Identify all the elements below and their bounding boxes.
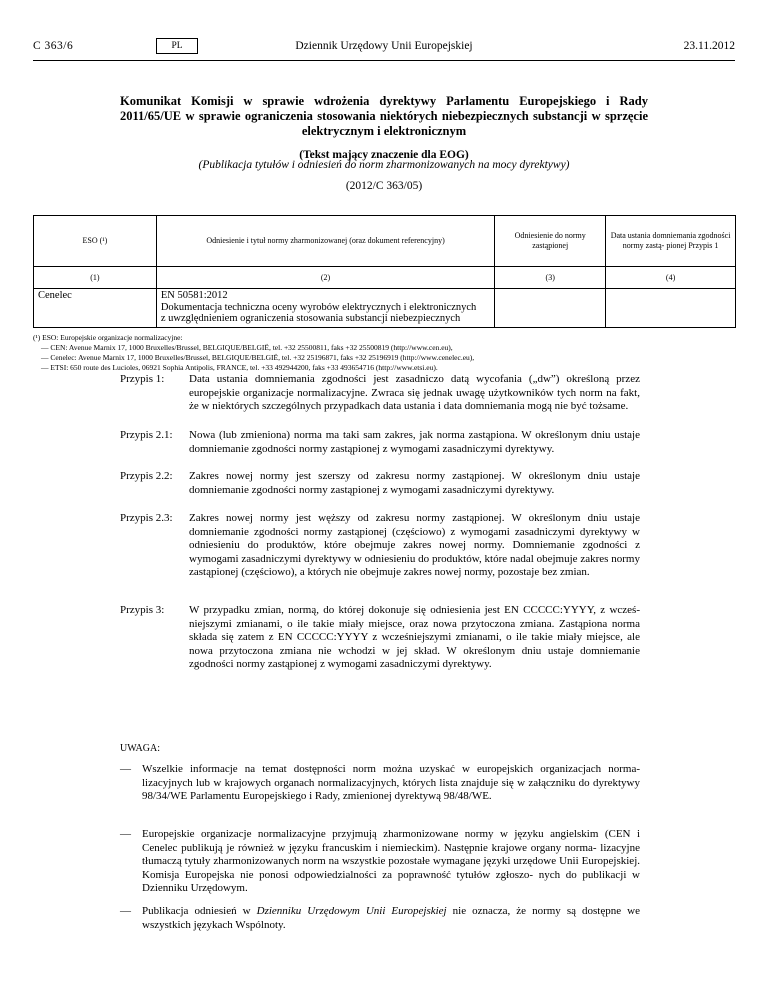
note-2-1: [120, 429, 640, 456]
note-3: [120, 604, 640, 672]
col-number: (2): [156, 267, 494, 289]
cell-replaced: [495, 289, 606, 328]
publication-subtitle: (Publikacja tytułów i odniesień do norm zharmonizowanych na mocy dyrektywy): [198, 159, 570, 171]
footnote-line: — Cenelec: Avenue Marnix 17, 1000 Bruxelles/Brussel, BELGIQUE/BELGIË, tel. +32 25196871, faks +32 25196919 (http://www.cenelec.eu),: [41, 353, 475, 362]
remark-text-pre: Publikacja odniesień w: [142, 905, 257, 917]
remark-text: Europejskie organizacje normalizacyjne przyjmują zharmonizowane normy w języku angielskim (CEN i Cenelec publikują je również w języku francuskim i niemieckim). Następnie krajowe organy norma- lizacyjne tłumaczą tytuły zharmonizowanych norm na wszystkie pozostałe wymagane języki urzędowe Unii Europejskiej. Komisja Europejska nie ponosi odpowiedzialności za poprawność tytułów zgłoszo- nych do publikacji w Dzienniku Urzędowym.: [142, 828, 640, 894]
standards-table: [33, 215, 736, 328]
eea-relevance: (Tekst mający znaczenie dla EOG): [299, 149, 469, 161]
note-2-2: [120, 470, 640, 497]
dash-bullet: —: [120, 763, 131, 775]
footnote-intro: (¹) ESO: Europejskie organizacje normalizacyjne:: [33, 333, 183, 342]
col-number: (1): [34, 267, 157, 289]
document-title: Komunikat Komisji w sprawie wdrożenia dyrektywy Parlamentu Europejskiego i Rady 2011/65/UE w sprawie ograniczenia stosowania niektórych niebezpiecznych substancji w sprzęcie elektrycznym i elektronicznym: [120, 94, 648, 138]
footnote-line: — CEN: Avenue Marnix 17, 1000 Bruxelles/Brussel, BELGIQUE/BELGIË, tel. +32 25500811, faks +32 25500819 (http://www.cen.eu),: [41, 343, 453, 352]
note-text: W przypadku zmian, normą, do której dokonuje się odniesienia jest EN CCCCC:YYYY, z wcześ- niejszymi zmianami, o ile takie miały miejsce, oraz nowa przytoczona zmiana. Zastąpiona norma składa się zatem z EN CCCCC:YYYY z wcześniejszymi zmianami, o ile takie miały miejsce, ale nowa przytoczona zmiana nie wchodzi w jej skład. W określonym dniu ustaje domniemanie zgodności normy zastąpionej z wymogami zasadniczymi dyrektywy.: [189, 604, 640, 670]
header-date: Data ustania domniemania zgodności normy zastą- pionej Przypis 1: [606, 216, 736, 267]
dash-bullet: —: [120, 905, 131, 917]
note-label: Przypis 2.3:: [120, 512, 173, 524]
remark-text: [142, 905, 640, 932]
remark-heading: UWAGA:: [120, 743, 160, 754]
note-text: Zakres nowej normy jest węższy od zakresu normy zastąpionej. W określonym dniu ustaje domniemanie zgodności normy zastąpionej (częściowo) z wymogami zasadniczymi dyrektywy w odniesieniu do produktów, które obejmuje zakres nowej normy. Domniemanie zgodności z wymogami zasadniczymi dyrektywy w odniesieniu do produktów, które nadal obejmuje zakres normy zastąpionej (częściowo), a których nie obejmuje zakres nowej normy, pozostaje bez zmian.: [189, 512, 640, 578]
note-label: Przypis 2.2:: [120, 470, 173, 482]
note-text: Zakres nowej normy jest szerszy od zakresu normy zastąpionej. W określonym dniu ustaje domniemanie zgodności normy zastąpionej z wymogami zasadniczymi dyrektywy.: [189, 470, 640, 496]
page-reference: C 363/6: [33, 40, 74, 52]
standard-title: Dokumentacja techniczna oceny wyrobów elektrycznych i elektronicznych: [160, 301, 477, 313]
footnote: [33, 333, 474, 373]
note-1: [120, 373, 640, 414]
language-badge: PL: [156, 38, 198, 54]
header-rule: [33, 60, 735, 61]
note-2-3: [120, 512, 640, 580]
journal-name: Dziennik Urzędowy Unii Europejskiej: [295, 40, 473, 52]
remark-item: [120, 828, 640, 896]
col-number: (4): [606, 267, 736, 289]
table-row: [34, 289, 736, 328]
standard-code: EN 50581:2012: [160, 290, 228, 301]
table-colnum-row: [34, 267, 736, 289]
journal-title-italic: Dzienniku Urzędowym Unii Europejskiej: [256, 905, 447, 917]
standard-title-cont: z uwzględnieniem ograniczenia stosowania substancji niebezpiecznych: [160, 313, 461, 324]
note-label: Przypis 3:: [120, 604, 165, 616]
remark-item: [120, 763, 640, 804]
document-number: (2012/C 363/05): [345, 180, 423, 192]
header-reference: Odniesienie i tytuł normy zharmonizowanej (oraz dokument referencyjny): [156, 216, 494, 267]
note-label: Przypis 1:: [120, 373, 165, 385]
header-eso: ESO (¹): [34, 216, 157, 267]
table-header-row: [34, 216, 736, 267]
remark-text: Wszelkie informacje na temat dostępności norm można uzyskać w europejskich organizacjach norma- lizacyjnych lub w krajowych organach normalizacyjnych, których lista znajduje się w załączniku do dyrektywy 98/34/WE Parlamentu Europejskiego i Rady, zmienionej dyrektywą 98/48/WE.: [142, 763, 640, 802]
dash-bullet: —: [120, 828, 131, 840]
note-label: Przypis 2.1:: [120, 429, 173, 441]
note-text: Nowa (lub zmieniona) norma ma taki sam zakres, jak norma zastąpiona. W określonym dniu ustaje domniemanie zgodności normy zastąpionej z wymogami zasadniczymi dyrektywy.: [189, 429, 640, 455]
remark-item: [120, 905, 640, 932]
cell-eso: Cenelec: [34, 289, 157, 328]
col-number: (3): [495, 267, 606, 289]
remark-text-post: nie oznacza, że normy są dostępne we wszystkich językach Wspólnoty.: [142, 905, 640, 931]
footnote-line: — ETSI: 650 route des Lucioles, 06921 Sophia Antipolis, FRANCE, tel. +33 492944200, faks +33 493654716 (http://www.etsi.eu).: [41, 363, 438, 372]
cell-reference: [156, 289, 494, 328]
header-replaced: Odniesienie do normy zastąpionej: [495, 216, 606, 267]
note-text: Data ustania domniemania zgodności jest zasadniczo datą wycofania („dw”) określoną przez europejskie organizacje normalizacyjne. Zwraca się jednak uwagę użytkowników tych norm na fakt, że w niektórych szczególnych przypadkach data ustania i data domniemania mogą nie być tożsame.: [189, 373, 640, 412]
cell-date: [606, 289, 736, 328]
publication-date: 23.11.2012: [683, 40, 735, 52]
